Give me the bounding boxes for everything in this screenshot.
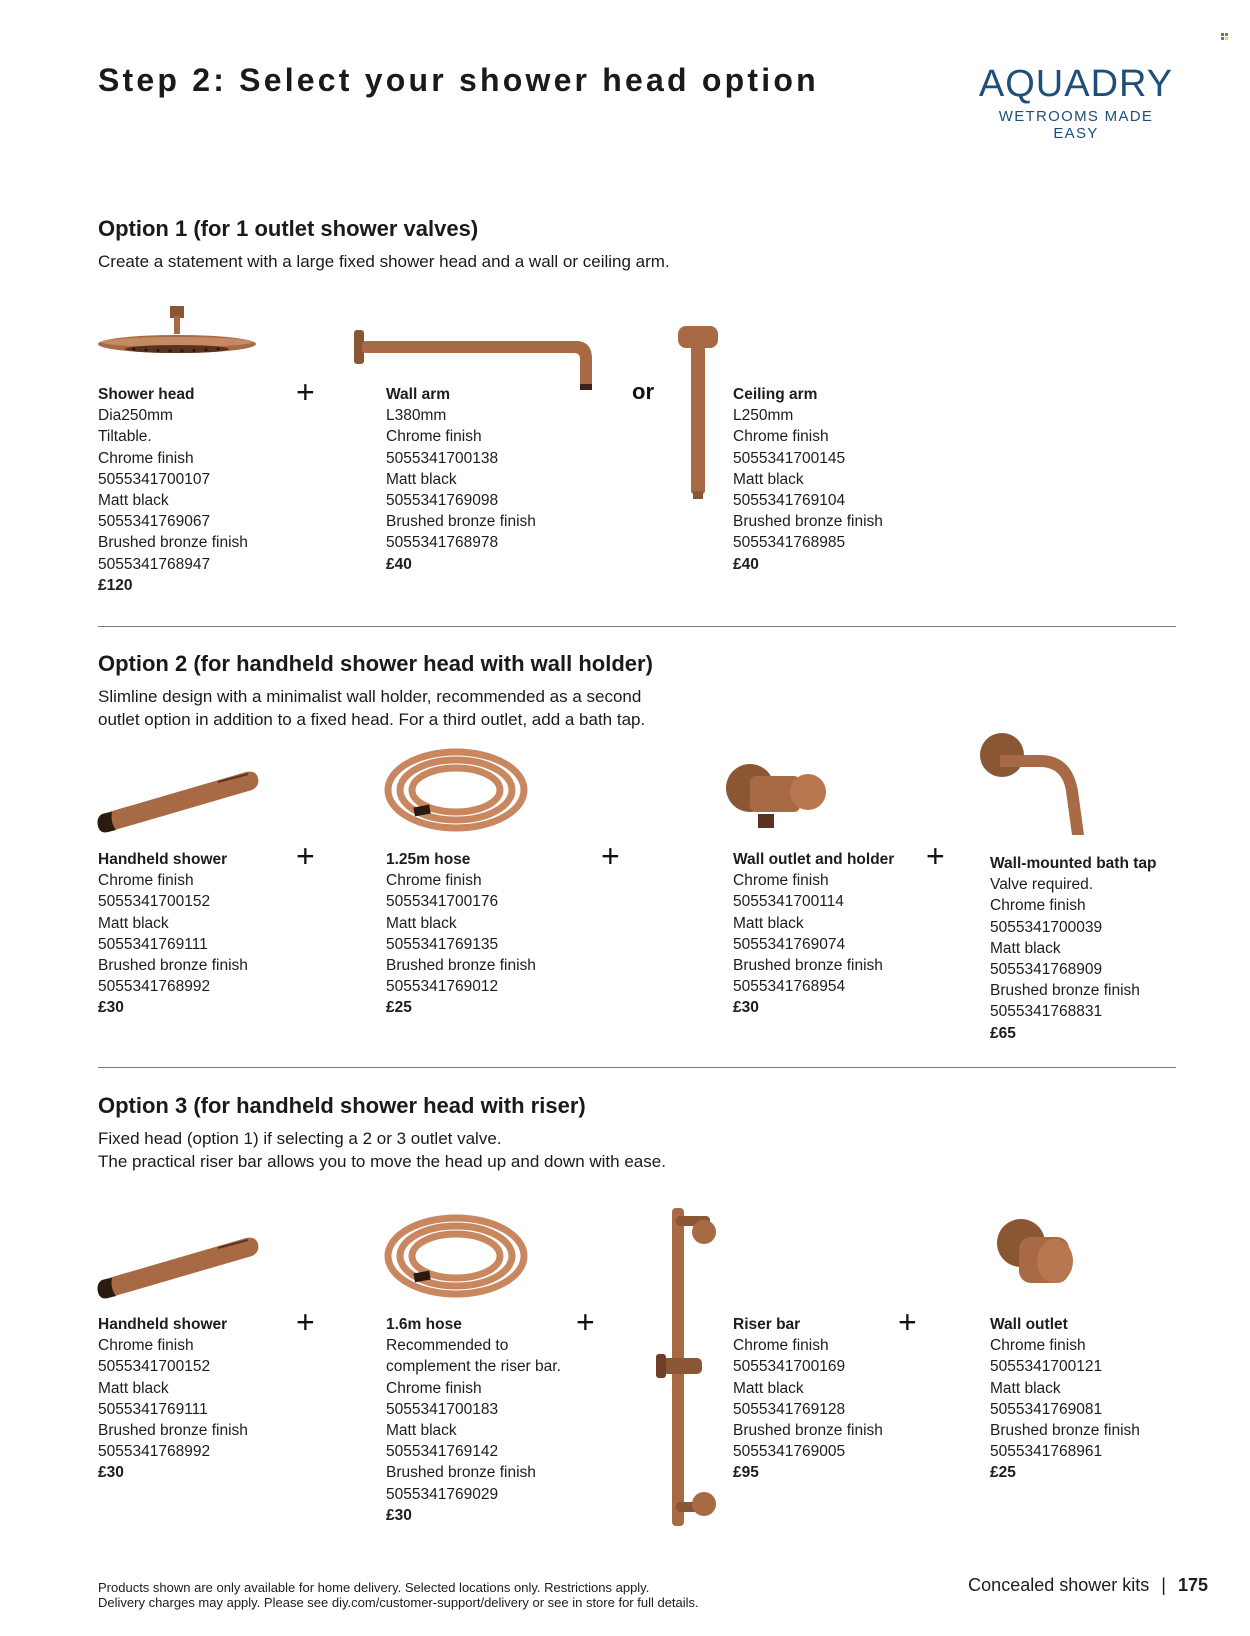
product-handheld-shower [98,849,248,1019]
product-detail: Brushed bronze finish [98,1422,248,1440]
handheld-shower-image [98,1234,260,1300]
product-detail: 5055341768909 [990,961,1103,979]
riser-bar-image [656,1208,718,1526]
disclaimer-line: Delivery charges may apply. Please see diy.com/customer-support/delivery or see in store for full details. [98,1595,699,1610]
product-detail: complement the riser bar. [386,1358,561,1376]
product-detail: 5055341769128 [733,1400,846,1418]
product-name: Shower head [98,386,195,403]
product-detail: 5055341700039 [990,918,1103,936]
product-detail: 5055341768978 [386,534,499,552]
intro-line: The practical riser bar allows you to move the head up and down with ease. [98,1152,666,1171]
product-detail: Matt black [386,470,457,488]
brand-name: AQUADRY [978,63,1174,105]
product-detail: 5055341769111 [98,1400,208,1418]
product-detail: Dia250mm [98,407,173,425]
product-detail: Matt black [98,492,169,510]
option2-intro [98,685,645,731]
product-name: Wall outlet [990,1316,1068,1333]
product-detail: L250mm [733,407,794,425]
product-detail: Brushed bronze finish [386,1464,536,1482]
product-detail: 5055341768961 [990,1443,1103,1461]
product-detail: 5055341768985 [733,534,846,552]
product-detail: 5055341769029 [386,1485,499,1503]
color-chip-icon [1221,33,1228,40]
product-detail: Chrome finish [98,872,194,890]
product-detail: Brushed bronze finish [386,513,536,531]
product-detail: Recommended to [386,1337,509,1355]
product-name: 1.6m hose [386,1316,462,1333]
product-detail: 5055341768954 [733,978,846,996]
product-detail: 5055341700107 [98,470,211,488]
wall-arm-image [354,330,600,392]
product-name: Handheld shower [98,851,228,868]
product-detail: Brushed bronze finish [386,957,536,975]
product-detail: Chrome finish [990,897,1086,915]
footer-separator: | [1161,1575,1166,1595]
plus-symbol: + [296,838,315,874]
product-detail: 5055341769067 [98,513,211,531]
product-detail: Chrome finish [733,872,829,890]
product-detail: Chrome finish [98,449,194,467]
product-detail: 5055341769098 [386,492,499,510]
product-detail: 5055341769081 [990,1400,1103,1418]
plus-symbol: + [898,1304,917,1340]
brand-logo [976,64,1176,142]
product-wall-outlet [990,1314,1140,1484]
product-detail: 5055341700121 [990,1358,1103,1376]
product-name: Ceiling arm [733,386,818,403]
product-shower-head [98,384,248,596]
product-detail: Chrome finish [733,1337,829,1355]
product-detail: Matt black [733,470,804,488]
product-detail: Matt black [386,914,457,932]
plus-symbol: + [296,1304,315,1340]
product-detail: Chrome finish [386,428,482,446]
product-price: £40 [386,555,412,573]
product-riser-bar [733,1314,883,1484]
product-detail: Matt black [386,1422,457,1440]
product-detail: 5055341700138 [386,449,499,467]
page-footer [968,1575,1208,1596]
option1-title: Option 1 (for 1 outlet shower valves) [98,216,479,241]
hose-coil-image [384,746,532,832]
product-bath-tap [990,853,1156,1044]
shower-head-image [98,306,258,360]
intro-line: Slimline design with a minimalist wall holder, recommended as a second [98,687,642,706]
product-detail: Brushed bronze finish [990,982,1140,1000]
product-detail: 5055341700152 [98,1358,211,1376]
product-detail: 5055341700145 [733,449,846,467]
product-price: £65 [990,1024,1016,1042]
product-detail: 5055341769074 [733,935,846,953]
page-number: 175 [1177,1575,1208,1595]
product-detail: Matt black [98,914,169,932]
product-detail: 5055341769135 [386,935,499,953]
product-detail: Chrome finish [98,1337,194,1355]
product-detail: Chrome finish [386,872,482,890]
product-price: £30 [733,999,759,1017]
product-price: £95 [733,1464,759,1482]
product-detail: 5055341768831 [990,1003,1103,1021]
product-name: 1.25m hose [386,851,471,868]
product-detail: Matt black [733,914,804,932]
section-divider [98,626,1176,627]
plus-symbol: + [576,1304,595,1340]
bath-tap-image [980,733,1086,841]
product-detail: Valve required. [990,876,1094,894]
product-wall-outlet-holder [733,849,894,1019]
product-detail: Brushed bronze finish [733,513,883,531]
product-name: Riser bar [733,1316,801,1333]
product-handheld-shower [98,1314,248,1484]
product-detail: Matt black [98,1379,169,1397]
product-detail: 5055341700183 [386,1400,499,1418]
product-detail: 5055341769012 [386,978,499,996]
product-price: £25 [990,1464,1016,1482]
product-detail: 5055341769111 [98,935,208,953]
wall-outlet-image [997,1213,1077,1297]
product-detail: Chrome finish [386,1379,482,1397]
product-detail: Tiltable. [98,428,152,446]
product-detail: 5055341769142 [386,1443,499,1461]
intro-line: Fixed head (option 1) if selecting a 2 or 3 outlet valve. [98,1129,502,1148]
product-detail: 5055341768992 [98,1443,211,1461]
hose-coil-image [384,1212,532,1298]
ceiling-arm-image [678,326,722,502]
product-detail: 5055341768992 [98,978,211,996]
plus-symbol: + [296,374,315,410]
product-detail: L380mm [386,407,447,425]
option3-title: Option 3 (for handheld shower head with riser) [98,1093,586,1118]
product-price: £25 [386,999,412,1017]
product-name: Wall arm [386,386,451,403]
product-hose [386,849,536,1019]
product-detail: 5055341700176 [386,893,499,911]
product-detail: Matt black [990,1379,1061,1397]
section-name: Concealed shower kits [968,1575,1150,1595]
option3-intro [98,1127,666,1173]
product-detail: Chrome finish [990,1337,1086,1355]
product-detail: Brushed bronze finish [990,1422,1140,1440]
product-detail: 5055341769005 [733,1443,846,1461]
product-ceiling-arm [733,384,883,575]
product-price: £30 [386,1506,412,1524]
product-detail: 5055341700114 [733,893,844,911]
disclaimer-line: Products shown are only available for home delivery. Selected locations only. Restrictions apply. [98,1580,650,1595]
product-price: £40 [733,555,759,573]
product-detail: Brushed bronze finish [98,957,248,975]
product-detail: 5055341768947 [98,555,211,573]
product-detail: Brushed bronze finish [98,534,248,552]
intro-line: outlet option in addition to a fixed head. For a third outlet, add a bath tap. [98,710,646,729]
product-detail: Matt black [733,1379,804,1397]
section-divider [98,1067,1176,1068]
product-detail: Matt black [990,939,1061,957]
option1-intro: Create a statement with a large fixed shower head and a wall or ceiling arm. [98,252,670,271]
product-detail: Brushed bronze finish [733,957,883,975]
product-wall-arm [386,384,536,575]
plus-symbol: + [926,838,945,874]
product-detail: 5055341769104 [733,492,846,510]
product-detail: 5055341700152 [98,893,211,911]
brand-tagline: WETROOMS MADE EASY [998,108,1154,142]
option2-title: Option 2 (for handheld shower head with wall holder) [98,651,653,676]
product-price: £120 [98,576,133,594]
page-title: Step 2: Select your shower head option [98,62,819,98]
product-price: £30 [98,999,124,1017]
product-name: Wall-mounted bath tap [990,855,1157,872]
plus-symbol: + [601,838,620,874]
wall-outlet-holder-image [726,752,834,832]
product-detail: Chrome finish [733,428,829,446]
product-price: £30 [98,1464,124,1482]
product-name: Handheld shower [98,1316,228,1333]
product-detail: 5055341700169 [733,1358,846,1376]
handheld-shower-image [98,768,260,834]
product-name: Wall outlet and holder [733,851,895,868]
product-detail: Brushed bronze finish [733,1422,883,1440]
or-label: or [632,379,654,404]
footer-disclaimer [98,1580,699,1610]
product-hose [386,1314,561,1526]
